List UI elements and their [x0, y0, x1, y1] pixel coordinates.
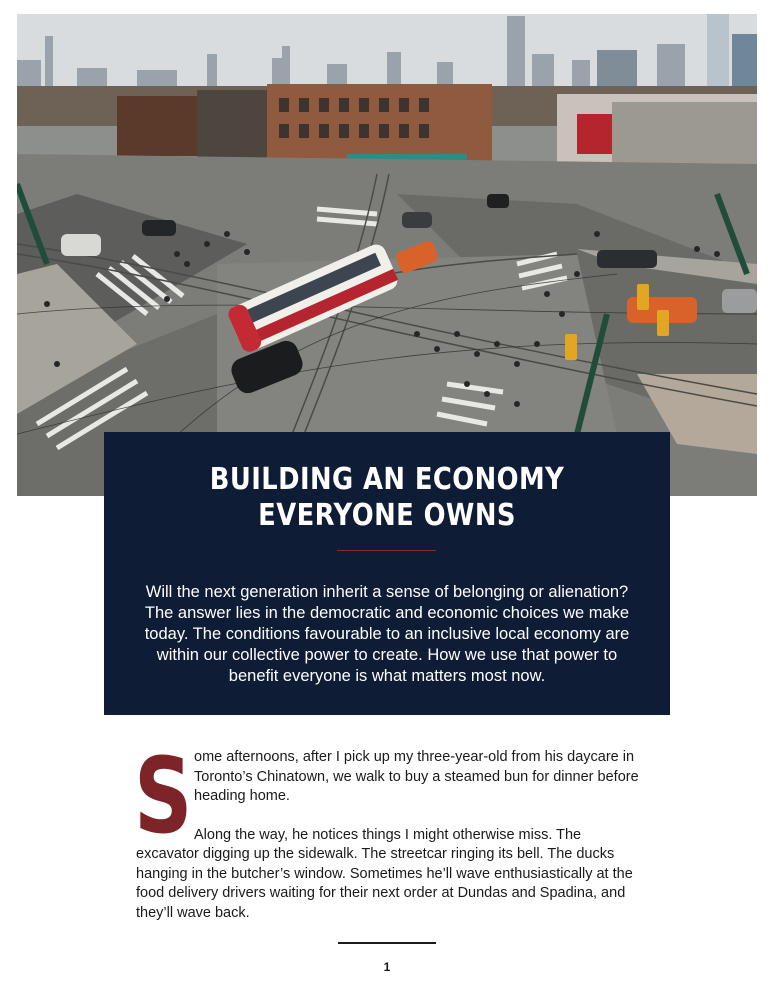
- title-line-1: BUILDING AN ECONOMY: [209, 462, 565, 497]
- lede-paragraph: Will the next generation inherit a sense of belonging or alienation? The answer lies in the democratic and economic choices we make today. The conditions favourable to an inclusive local economy are within our collective power to create. How we use that power to benefit everyone is what matters most now.: [144, 583, 630, 685]
- drop-cap: S: [134, 735, 193, 857]
- footer-divider: [338, 942, 436, 944]
- article-body: [134, 735, 641, 923]
- page-title: [144, 462, 631, 534]
- title-divider: [337, 550, 436, 551]
- hero-photo: [17, 14, 757, 496]
- paragraph-1: ome afternoons, after I pick up my three-year-old from his daycare in Toronto’s Chinatown, we walk to buy a steamed bun for dinner before heading home.: [194, 749, 639, 804]
- page-number: 1: [383, 960, 391, 974]
- intersection-illustration: [17, 14, 757, 496]
- title-line-2: EVERYONE OWNS: [258, 498, 516, 533]
- title-box: [104, 432, 670, 715]
- paragraph-2: Along the way, he notices things I might otherwise miss. The excavator digging up the sidewalk. The streetcar ringing its bell. The ducks hanging in the butcher’s window. Sometimes he’ll wave enthusiastically at the food delivery drivers waiting for their next order at Dundas and Spadina, and they’ll wave back.: [136, 826, 633, 921]
